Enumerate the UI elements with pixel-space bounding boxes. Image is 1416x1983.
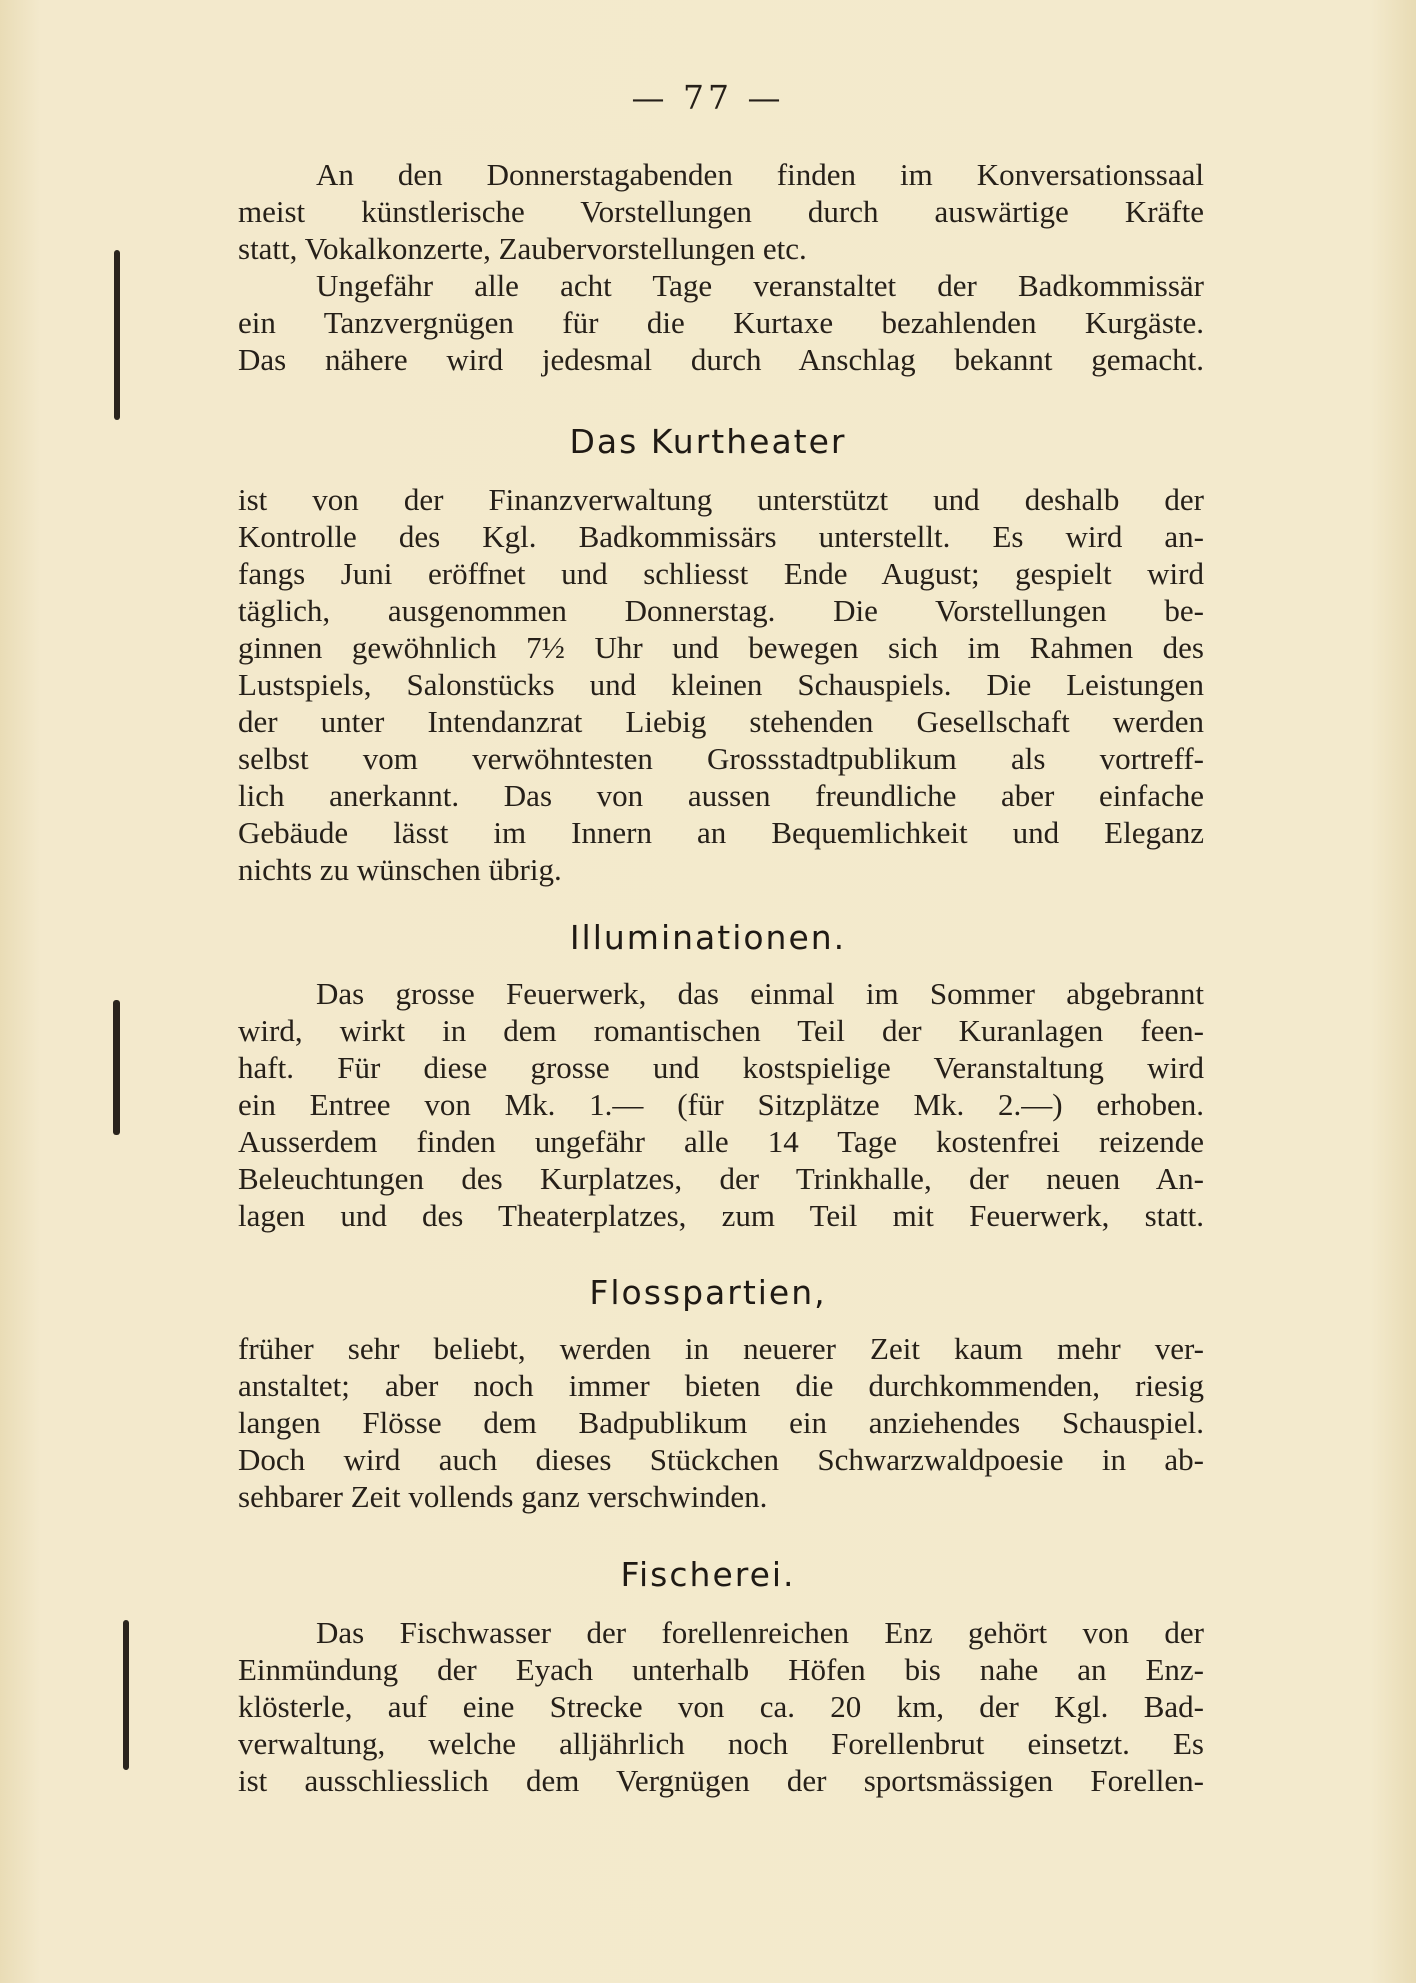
- binding-mark-middle: [113, 1000, 120, 1135]
- text-line: Das grosse Feuerwerk, das einmal im Sommer abgebrannt: [316, 976, 1204, 1011]
- text-line: Kontrolle des Kgl. Badkommissärs unterstellt. Es wird an-: [238, 519, 1204, 554]
- text-line: haft. Für diese grosse und kostspielige Veranstaltung wird: [238, 1050, 1204, 1085]
- text-line: Doch wird auch dieses Stückchen Schwarzwaldpoesie in ab-: [238, 1442, 1204, 1477]
- text-line: lich anerkannt. Das von aussen freundliche aber einfache: [238, 778, 1204, 813]
- text-line: Lustspiels, Salonstücks und kleinen Schauspiels. Die Leistungen: [238, 667, 1204, 702]
- text-line: statt, Vokalkonzerte, Zaubervorstellungen etc.: [238, 231, 807, 266]
- text-line: anstaltet; aber noch immer bieten die durchkommenden, riesig: [238, 1368, 1204, 1403]
- text-line: Beleuchtungen des Kurplatzes, der Trinkhalle, der neuen An-: [238, 1161, 1204, 1196]
- text-line: Ungefähr alle acht Tage veranstaltet der Badkommissär: [316, 268, 1204, 303]
- illuminationen-paragraph: [238, 975, 1204, 1234]
- text-line: lagen und des Theaterplatzes, zum Teil mit Feuerwerk, statt.: [238, 1198, 1204, 1233]
- text-line: Einmündung der Eyach unterhalb Höfen bis nahe an Enz-: [238, 1652, 1204, 1687]
- text-line: sehbarer Zeit vollends ganz verschwinden.: [238, 1479, 768, 1514]
- text-line: fangs Juni eröffnet und schliesst Ende August; gespielt wird: [238, 556, 1204, 591]
- text-line: nichts zu wünschen übrig.: [238, 852, 562, 887]
- text-line: wird, wirkt in dem romantischen Teil der Kuranlagen feen-: [238, 1013, 1204, 1048]
- text-line: langen Flösse dem Badpublikum ein anziehendes Schauspiel.: [238, 1405, 1204, 1440]
- section-heading-kurtheater: Das Kurtheater: [569, 422, 847, 461]
- text-line: selbst vom verwöhntesten Grossstadtpublikum als vortreff-: [238, 741, 1204, 776]
- text-line: ginnen gewöhnlich 7½ Uhr und bewegen sich im Rahmen des: [238, 630, 1204, 665]
- section-heading-fischerei: Fischerei.: [620, 1555, 796, 1594]
- section-heading-flosspartien: Flosspartien,: [589, 1273, 827, 1312]
- binding-mark-top: [114, 250, 120, 420]
- text-line: verwaltung, welche alljährlich noch Forellenbrut einsetzt. Es: [238, 1726, 1204, 1761]
- kurtheater-paragraph: [238, 481, 1204, 888]
- text-line: der unter Intendanzrat Liebig stehenden Gesellschaft werden: [238, 704, 1204, 739]
- page-number: — 77 —: [631, 78, 785, 117]
- fischerei-paragraph: [238, 1614, 1204, 1799]
- text-line: ist von der Finanzverwaltung unterstützt und deshalb der: [238, 482, 1204, 517]
- text-line: früher sehr beliebt, werden in neuerer Zeit kaum mehr ver-: [238, 1331, 1204, 1366]
- text-line: Gebäude lässt im Innern an Bequemlichkeit und Eleganz: [238, 815, 1204, 850]
- text-line: täglich, ausgenommen Donnerstag. Die Vorstellungen be-: [238, 593, 1204, 628]
- text-line: Ausserdem finden ungefähr alle 14 Tage kostenfrei reizende: [238, 1124, 1204, 1159]
- text-line: meist künstlerische Vorstellungen durch auswärtige Kräfte: [238, 194, 1204, 229]
- section-heading-illuminationen: Illuminationen.: [569, 918, 847, 957]
- text-line: Das Fischwasser der forellenreichen Enz gehört von der: [316, 1615, 1204, 1650]
- text-line: klösterle, auf eine Strecke von ca. 20 km, der Kgl. Bad-: [238, 1689, 1204, 1724]
- text-line: ein Tanzvergnügen für die Kurtaxe bezahlenden Kurgäste.: [238, 305, 1204, 340]
- text-line: ein Entree von Mk. 1.— (für Sitzplätze Mk. 2.—) erhoben.: [238, 1087, 1204, 1122]
- binding-mark-bottom: [123, 1620, 129, 1770]
- intro-paragraph: [238, 156, 1204, 378]
- text-line: ist ausschliesslich dem Vergnügen der sportsmässigen Forellen-: [238, 1763, 1204, 1798]
- text-line: Das nähere wird jedesmal durch Anschlag bekannt gemacht.: [238, 342, 1204, 377]
- flosspartien-paragraph: [238, 1330, 1204, 1515]
- text-line: An den Donnerstagabenden finden im Konversationssaal: [316, 157, 1204, 192]
